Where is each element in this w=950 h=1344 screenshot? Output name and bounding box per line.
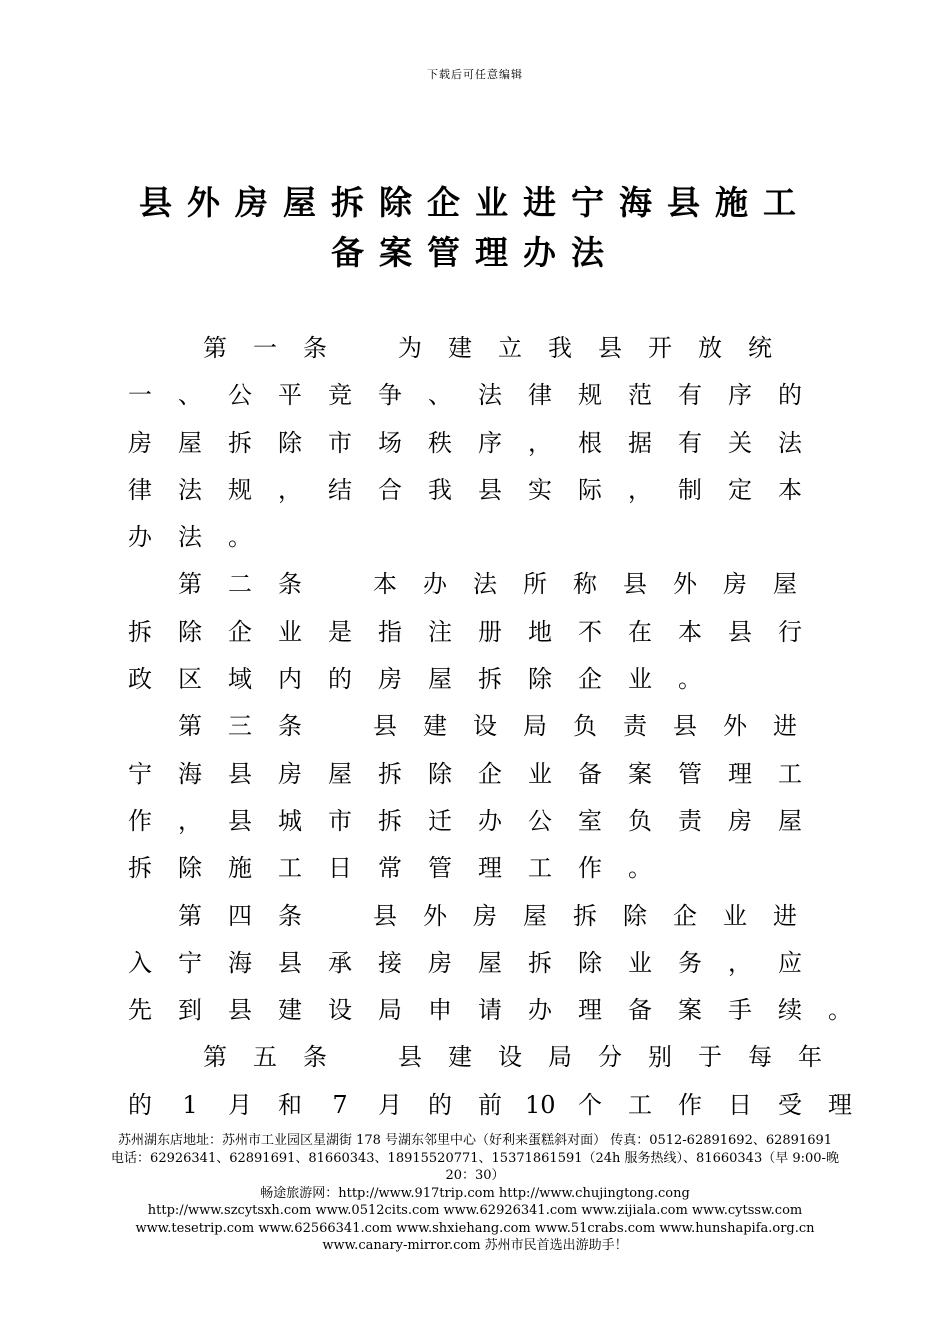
body-char: 。 — [828, 996, 852, 1025]
body-char: 责 — [623, 712, 647, 741]
body-char: 秩 — [428, 428, 452, 457]
body-char: 设 — [328, 996, 352, 1025]
body-char: 房 — [378, 665, 402, 694]
body-char: 法 — [778, 428, 802, 457]
body-char: 迁 — [428, 806, 452, 835]
body-char: 10 — [525, 1090, 556, 1119]
body-char: 日 — [728, 1090, 752, 1119]
body-char: 业 — [278, 617, 302, 646]
body-line — [0, 1083, 950, 1130]
body-char: 的 — [778, 381, 802, 410]
body-char: 二 — [228, 570, 252, 599]
body-char: 年 — [798, 1043, 822, 1072]
body-char: 不 — [578, 617, 602, 646]
body-char: 设 — [473, 712, 497, 741]
body-char: 承 — [328, 948, 352, 977]
body-char: ， — [628, 475, 652, 504]
body-char: 企 — [578, 665, 602, 694]
body-char: 本 — [373, 570, 397, 599]
body-char: 作 — [578, 854, 602, 883]
body-char: 建 — [448, 1043, 472, 1072]
body-char: 入 — [128, 948, 152, 977]
body-char: 月 — [228, 1090, 252, 1119]
body-char: 制 — [678, 475, 702, 504]
body-char: 屋 — [178, 428, 202, 457]
body-char: 房 — [473, 901, 497, 930]
body-char: 拆 — [378, 759, 402, 788]
body-char: 拆 — [228, 428, 252, 457]
body-char: 设 — [498, 1043, 522, 1072]
body-char: 作 — [678, 1090, 702, 1119]
body-char: 规 — [578, 381, 602, 410]
body-char: 房 — [128, 428, 152, 457]
body-char: 县 — [228, 806, 252, 835]
body-line — [0, 373, 950, 420]
body-char: 册 — [478, 617, 502, 646]
body-char: 7 — [332, 1090, 348, 1119]
title-line-2: 备案管理办法 — [331, 233, 619, 272]
body-line — [0, 988, 950, 1035]
body-char: ， — [178, 806, 202, 835]
body-char: 内 — [278, 665, 302, 694]
footer-sites: www.tesetrip.com www.62566341.com www.shxiehang.com www.51crabs.com www.hunshapifa.org.cn — [135, 1220, 815, 1236]
body-char: 一 — [253, 334, 277, 362]
body-char: 案 — [628, 759, 652, 788]
body-char: 结 — [328, 475, 352, 504]
body-char: 日 — [328, 854, 352, 883]
body-char: ， — [278, 475, 302, 504]
body-char: 序 — [478, 428, 502, 457]
body-char: 分 — [598, 1043, 622, 1072]
body-char: 负 — [573, 712, 597, 741]
body-char: 企 — [673, 901, 697, 930]
body-char: 律 — [128, 475, 152, 504]
body-char: 条 — [278, 901, 302, 930]
footer-sites: http://www.szcytsxh.com www.0512cits.com www.62926341.com www.zijiala.com www.cytssw.com — [147, 1203, 803, 1218]
body-char: 县 — [373, 901, 397, 930]
body-char: 企 — [228, 617, 252, 646]
body-char: 理 — [828, 1090, 852, 1119]
body-line — [0, 894, 950, 941]
body-line — [0, 610, 950, 657]
body-char: 的 — [328, 665, 352, 694]
body-char: 屋 — [523, 901, 547, 930]
body-char: 工 — [628, 1090, 652, 1119]
body-char: 屋 — [428, 665, 452, 694]
body-char: 法 — [178, 523, 202, 552]
body-char: 拆 — [128, 617, 152, 646]
body-char: 拆 — [128, 854, 152, 883]
body-char: 拆 — [478, 665, 502, 694]
body-char: 县 — [398, 1043, 422, 1072]
body-char: 拆 — [573, 901, 597, 930]
body-char: 合 — [378, 475, 402, 504]
body-char: 县 — [278, 948, 302, 977]
body-line — [0, 421, 950, 468]
body-char: 平 — [278, 381, 302, 410]
body-char: 办 — [128, 523, 152, 552]
body-char: 我 — [428, 475, 452, 504]
body-char: 范 — [628, 381, 652, 410]
body-char: 除 — [578, 948, 602, 977]
body-char: 建 — [423, 712, 447, 741]
body-char: 施 — [228, 854, 252, 883]
page-footer — [110, 1132, 840, 1255]
body-char: 房 — [723, 570, 747, 599]
header-note: 下载后可任意编辑 — [427, 68, 523, 81]
body-char: 称 — [573, 570, 597, 599]
body-char: 局 — [548, 1043, 572, 1072]
body-char: 屋 — [478, 948, 502, 977]
body-char: 第 — [203, 1043, 227, 1072]
body-char: 个 — [578, 1090, 602, 1119]
body-char: 外 — [723, 712, 747, 741]
body-char: 县 — [373, 712, 397, 741]
body-char: 有 — [678, 381, 702, 410]
body-char: 我 — [548, 334, 572, 362]
body-line — [0, 468, 950, 515]
body-char: 除 — [178, 617, 202, 646]
body-char: 管 — [678, 759, 702, 788]
body-char: 在 — [628, 617, 652, 646]
body-char: 的 — [428, 1090, 452, 1119]
body-char: 海 — [228, 948, 252, 977]
footer-address: 苏州湖东店地址：苏州市工业园区星湖街 178 号湖东邻里中心（好利来蛋糕斜对面） 传真：0512-62891692、62891691 — [117, 1133, 833, 1148]
body-char: 每 — [748, 1043, 772, 1072]
body-char: 政 — [128, 665, 152, 694]
body-char: 宁 — [178, 948, 202, 977]
body-char: 一 — [128, 381, 152, 410]
body-char: 关 — [728, 428, 752, 457]
body-char: 工 — [528, 854, 552, 883]
body-char: 建 — [448, 334, 472, 362]
body-char: 域 — [228, 665, 252, 694]
body-char: 本 — [678, 617, 702, 646]
body-char: 场 — [378, 428, 402, 457]
body-char: 条 — [278, 570, 302, 599]
body-char: 备 — [628, 996, 652, 1025]
body-char: 本 — [778, 475, 802, 504]
body-char: ， — [728, 948, 752, 977]
body-char: 先 — [128, 996, 152, 1025]
body-char: ， — [528, 428, 552, 457]
body-char: 城 — [278, 806, 302, 835]
footer-sites: www.canary-mirror.com 苏州市民首选出游助手！ — [322, 1238, 628, 1253]
body-char: 除 — [623, 901, 647, 930]
body-char: 区 — [178, 665, 202, 694]
body-char: 申 — [428, 996, 452, 1025]
body-line — [0, 1035, 950, 1082]
body-char: 备 — [578, 759, 602, 788]
body-char: 办 — [423, 570, 447, 599]
body-char: 法 — [178, 475, 202, 504]
body-char: 除 — [528, 665, 552, 694]
body-char: 外 — [673, 570, 697, 599]
body-char: 法 — [478, 381, 502, 410]
body-char: 县 — [228, 759, 252, 788]
body-char: 县 — [623, 570, 647, 599]
body-char: 行 — [778, 617, 802, 646]
body-char: 规 — [228, 475, 252, 504]
body-char: 律 — [528, 381, 552, 410]
body-char: 是 — [328, 617, 352, 646]
body-char: 县 — [228, 996, 252, 1025]
body-char: 三 — [228, 712, 252, 741]
footer-phone: 电话：62926341、62891691、81660343、18915520771、15371861591（24h 服务热线）、81660343（早 9:00-晚 20：30） — [111, 1150, 839, 1183]
body-char: 市 — [328, 806, 352, 835]
body-char: 别 — [648, 1043, 672, 1072]
body-char: 公 — [228, 381, 252, 410]
body-char: 房 — [428, 948, 452, 977]
body-char: 。 — [678, 665, 702, 694]
body-char: 地 — [528, 617, 552, 646]
body-char: 开 — [648, 334, 672, 362]
body-char: 第 — [178, 570, 202, 599]
body-char: 根 — [578, 428, 602, 457]
body-char: 条 — [303, 1043, 327, 1072]
body-line — [0, 799, 950, 846]
body-char: 拆 — [378, 806, 402, 835]
body-char: 第 — [178, 901, 202, 930]
body-char: 企 — [478, 759, 502, 788]
body-char: 案 — [678, 996, 702, 1025]
body-char: 竞 — [328, 381, 352, 410]
body-char: 于 — [698, 1043, 722, 1072]
body-char: 放 — [698, 334, 722, 362]
body-char: 县 — [598, 334, 622, 362]
body-char: 屋 — [778, 806, 802, 835]
body-char: 争 — [378, 381, 402, 410]
document-title — [0, 178, 950, 278]
body-char: 县 — [478, 475, 502, 504]
body-char: 进 — [773, 901, 797, 930]
body-char: 际 — [578, 475, 602, 504]
body-char: 局 — [523, 712, 547, 741]
body-char: 前 — [478, 1090, 502, 1119]
body-char: 理 — [478, 854, 502, 883]
footer-sites: 畅途旅游网：http://www.917trip.com http://www.chujingtong.cong — [260, 1185, 690, 1201]
body-char: 五 — [253, 1043, 277, 1072]
body-char: 管 — [428, 854, 452, 883]
body-char: 据 — [628, 428, 652, 457]
body-line — [0, 846, 950, 893]
body-char: 、 — [428, 381, 452, 410]
body-char: 指 — [378, 617, 402, 646]
body-char: 月 — [378, 1090, 402, 1119]
body-char: 理 — [728, 759, 752, 788]
body-line — [0, 657, 950, 704]
body-char: 县 — [673, 712, 697, 741]
body-char: 条 — [303, 334, 327, 362]
body-line — [0, 752, 950, 799]
body-char: 注 — [428, 617, 452, 646]
body-char: 为 — [398, 334, 422, 362]
body-char: 和 — [278, 1090, 302, 1119]
body-char: 接 — [378, 948, 402, 977]
body-char: 定 — [728, 475, 752, 504]
body-line — [0, 326, 950, 373]
body-char: 、 — [178, 381, 202, 410]
body-char: 局 — [378, 996, 402, 1025]
body-char: 屋 — [328, 759, 352, 788]
body-char: 条 — [278, 712, 302, 741]
body-char: 请 — [478, 996, 502, 1025]
body-char: 负 — [628, 806, 652, 835]
body-char: 市 — [328, 428, 352, 457]
body-char: 除 — [428, 759, 452, 788]
body-char: 工 — [278, 854, 302, 883]
body-char: 手 — [728, 996, 752, 1025]
body-char: 外 — [423, 901, 447, 930]
body-char: 续 — [778, 996, 802, 1025]
body-char: 海 — [178, 759, 202, 788]
body-line — [0, 562, 950, 609]
body-char: 业 — [723, 901, 747, 930]
body-char: 应 — [778, 948, 802, 977]
body-char: 的 — [128, 1090, 152, 1119]
body-char: 建 — [278, 996, 302, 1025]
body-char: 房 — [278, 759, 302, 788]
body-char: 公 — [528, 806, 552, 835]
body-line — [0, 704, 950, 751]
body-char: 室 — [578, 806, 602, 835]
body-char: 业 — [628, 665, 652, 694]
body-char: 理 — [578, 996, 602, 1025]
body-char: 进 — [773, 712, 797, 741]
body-char: 所 — [523, 570, 547, 599]
body-char: 工 — [778, 759, 802, 788]
article-body — [0, 326, 950, 1130]
body-char: 立 — [498, 334, 522, 362]
body-char: 四 — [228, 901, 252, 930]
body-char: 有 — [678, 428, 702, 457]
body-char: 第 — [203, 334, 227, 362]
body-char: 常 — [378, 854, 402, 883]
body-char: 1 — [182, 1090, 198, 1119]
body-char: 作 — [128, 806, 152, 835]
body-char: 实 — [528, 475, 552, 504]
body-char: 拆 — [528, 948, 552, 977]
body-char: 宁 — [128, 759, 152, 788]
body-char: 办 — [528, 996, 552, 1025]
body-char: 统 — [748, 334, 772, 362]
body-char: 受 — [778, 1090, 802, 1119]
body-char: 到 — [178, 996, 202, 1025]
body-char: 除 — [178, 854, 202, 883]
body-char: 房 — [728, 806, 752, 835]
body-char: 县 — [728, 617, 752, 646]
body-char: 。 — [628, 854, 652, 883]
body-char: 屋 — [773, 570, 797, 599]
body-char: 第 — [178, 712, 202, 741]
body-char: 法 — [473, 570, 497, 599]
body-char: 序 — [728, 381, 752, 410]
body-char: 务 — [678, 948, 702, 977]
body-char: 责 — [678, 806, 702, 835]
body-char: 办 — [478, 806, 502, 835]
body-char: 业 — [528, 759, 552, 788]
body-char: 业 — [628, 948, 652, 977]
body-line — [0, 941, 950, 988]
body-line — [0, 515, 950, 562]
body-char: 。 — [228, 523, 252, 552]
body-char: 除 — [278, 428, 302, 457]
title-line-1: 县外房屋拆除企业进宁海县施工 — [139, 183, 811, 222]
